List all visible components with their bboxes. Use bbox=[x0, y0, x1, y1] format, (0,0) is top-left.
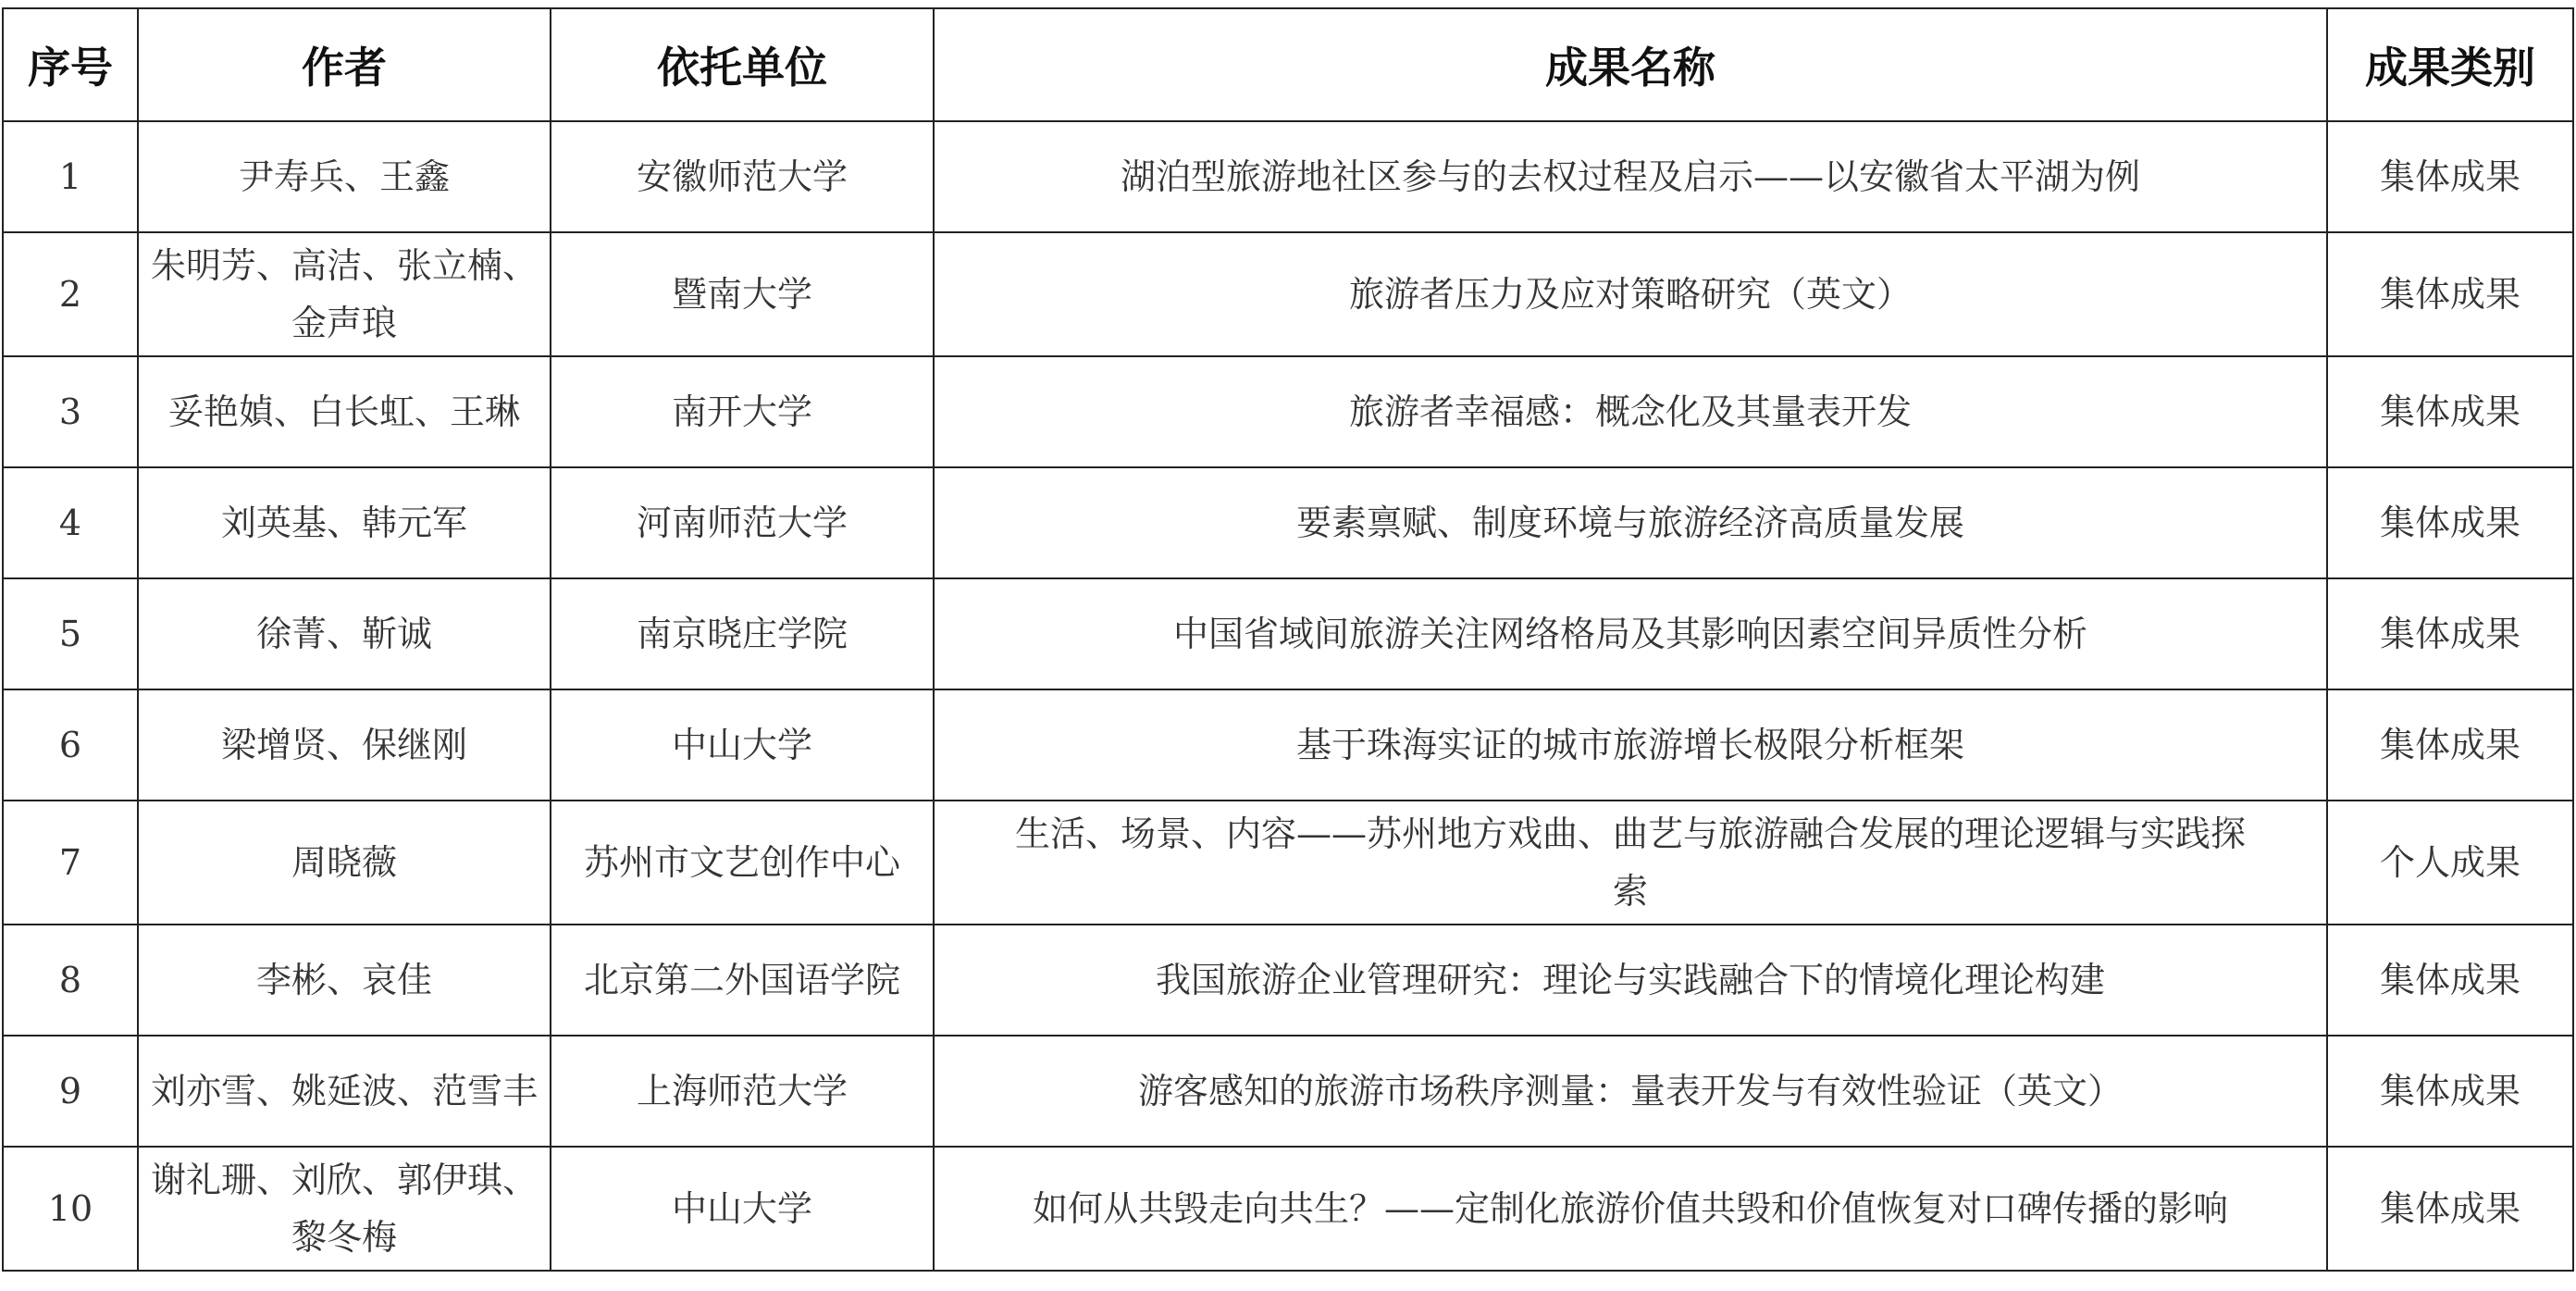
cell-category: 集体成果 bbox=[2327, 467, 2573, 578]
cell-title-text: 我国旅游企业管理研究：理论与实践融合下的情境化理论构建 bbox=[1155, 960, 2105, 1000]
header-title: 成果名称 bbox=[934, 8, 2327, 121]
cell-category: 集体成果 bbox=[2327, 232, 2573, 356]
table-row bbox=[3, 801, 2573, 925]
cell-unit: 南开大学 bbox=[551, 356, 934, 467]
cell-title bbox=[934, 1147, 2327, 1271]
cell-seq: 4 bbox=[3, 467, 138, 578]
cell-author: 妥艳媜、白长虹、王琳 bbox=[138, 356, 551, 467]
cell-author: 李彬、哀佳 bbox=[138, 925, 551, 1036]
cell-seq: 7 bbox=[3, 801, 138, 925]
header-category: 成果类别 bbox=[2327, 8, 2573, 121]
cell-category: 集体成果 bbox=[2327, 925, 2573, 1036]
cell-author: 谢礼珊、刘欣、郭伊琪、黎冬梅 bbox=[138, 1147, 551, 1271]
cell-author: 朱明芳、高洁、张立楠、金声琅 bbox=[138, 232, 551, 356]
table-row bbox=[3, 1036, 2573, 1147]
cell-title bbox=[934, 578, 2327, 689]
cell-unit: 河南师范大学 bbox=[551, 467, 934, 578]
cell-title-text: 湖泊型旅游地社区参与的去权过程及启示——以安徽省太平湖为例 bbox=[1120, 156, 2140, 197]
cell-title bbox=[934, 356, 2327, 467]
cell-unit: 上海师范大学 bbox=[551, 1036, 934, 1147]
cell-author: 徐菁、靳诚 bbox=[138, 578, 551, 689]
cell-category: 集体成果 bbox=[2327, 1147, 2573, 1271]
table-row bbox=[3, 356, 2573, 467]
cell-unit: 中山大学 bbox=[551, 689, 934, 801]
cell-title bbox=[934, 121, 2327, 232]
cell-title-text: 生活、场景、内容——苏州地方戏曲、曲艺与旅游融合发展的理论逻辑与实践探索 bbox=[1014, 813, 2246, 912]
cell-category: 集体成果 bbox=[2327, 356, 2573, 467]
cell-seq: 3 bbox=[3, 356, 138, 467]
header-seq: 序号 bbox=[3, 8, 138, 121]
header-row bbox=[3, 8, 2573, 121]
cell-title-text: 旅游者压力及应对策略研究（英文） bbox=[1348, 274, 1912, 315]
cell-category: 集体成果 bbox=[2327, 1036, 2573, 1147]
cell-title bbox=[934, 801, 2327, 925]
cell-unit: 南京晓庄学院 bbox=[551, 578, 934, 689]
cell-title-text: 要素禀赋、制度环境与旅游经济高质量发展 bbox=[1295, 503, 1964, 543]
cell-title bbox=[934, 1036, 2327, 1147]
cell-seq: 8 bbox=[3, 925, 138, 1036]
cell-category: 集体成果 bbox=[2327, 121, 2573, 232]
cell-author: 尹寿兵、王鑫 bbox=[138, 121, 551, 232]
cell-seq: 9 bbox=[3, 1036, 138, 1147]
award-table bbox=[2, 7, 2574, 1272]
cell-category: 集体成果 bbox=[2327, 578, 2573, 689]
cell-author: 刘英基、韩元军 bbox=[138, 467, 551, 578]
cell-author: 梁增贤、保继刚 bbox=[138, 689, 551, 801]
cell-title-text: 旅游者幸福感：概念化及其量表开发 bbox=[1348, 391, 1912, 432]
table-row bbox=[3, 232, 2573, 356]
table-row bbox=[3, 689, 2573, 801]
cell-title-text: 基于珠海实证的城市旅游增长极限分析框架 bbox=[1295, 725, 1964, 765]
cell-unit: 安徽师范大学 bbox=[551, 121, 934, 232]
table-row bbox=[3, 467, 2573, 578]
cell-seq: 5 bbox=[3, 578, 138, 689]
table-row bbox=[3, 121, 2573, 232]
table-row bbox=[3, 925, 2573, 1036]
cell-title bbox=[934, 925, 2327, 1036]
cell-seq: 1 bbox=[3, 121, 138, 232]
cell-unit: 北京第二外国语学院 bbox=[551, 925, 934, 1036]
cell-title-text: 如何从共毁走向共生？——定制化旅游价值共毁和价值恢复对口碑传播的影响 bbox=[1032, 1188, 2228, 1229]
cell-seq: 2 bbox=[3, 232, 138, 356]
cell-category: 个人成果 bbox=[2327, 801, 2573, 925]
cell-title bbox=[934, 467, 2327, 578]
cell-seq: 6 bbox=[3, 689, 138, 801]
cell-seq: 10 bbox=[3, 1147, 138, 1271]
cell-author: 刘亦雪、姚延波、范雪丰 bbox=[138, 1036, 551, 1147]
table-row bbox=[3, 578, 2573, 689]
cell-category: 集体成果 bbox=[2327, 689, 2573, 801]
cell-author: 周晓薇 bbox=[138, 801, 551, 925]
cell-unit: 苏州市文艺创作中心 bbox=[551, 801, 934, 925]
cell-unit: 中山大学 bbox=[551, 1147, 934, 1271]
cell-title-text: 游客感知的旅游市场秩序测量：量表开发与有效性验证（英文） bbox=[1137, 1071, 2123, 1111]
table-row bbox=[3, 1147, 2573, 1271]
cell-title-text: 中国省域间旅游关注网络格局及其影响因素空间异质性分析 bbox=[1172, 614, 2087, 654]
cell-title bbox=[934, 232, 2327, 356]
cell-unit: 暨南大学 bbox=[551, 232, 934, 356]
header-unit: 依托单位 bbox=[551, 8, 934, 121]
header-author: 作者 bbox=[138, 8, 551, 121]
cell-title bbox=[934, 689, 2327, 801]
